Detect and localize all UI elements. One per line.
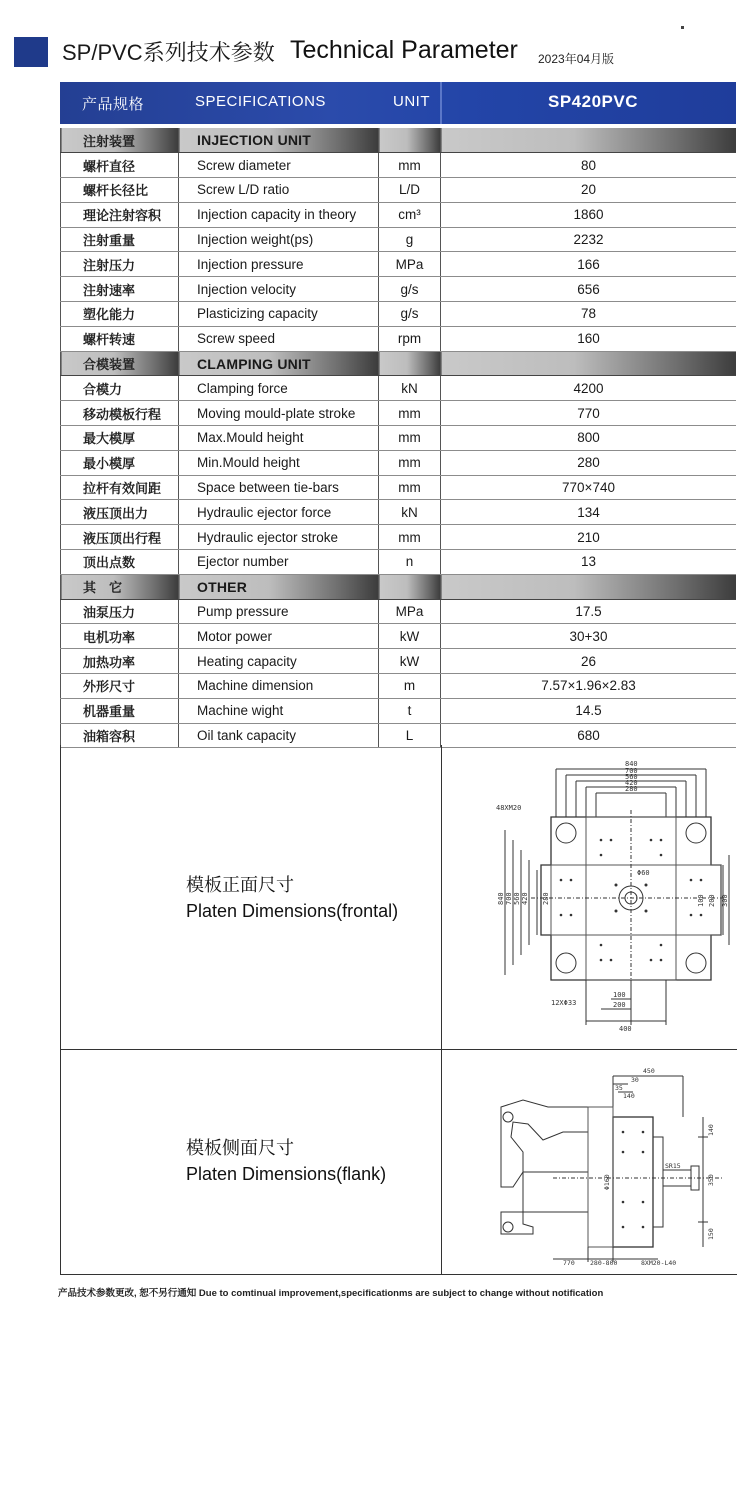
section-header-row	[61, 574, 737, 599]
spec-row	[61, 227, 737, 252]
param-value: 26	[441, 649, 737, 674]
flank-label-en: Platen Dimensions(flank)	[186, 1164, 387, 1184]
param-unit: cm³	[379, 202, 441, 227]
param-unit: n	[379, 550, 441, 575]
spec-row	[61, 376, 737, 401]
param-value: 1860	[441, 202, 737, 227]
param-name-zh: 注射速率	[61, 277, 179, 302]
section-label-en: CLAMPING UNIT	[179, 351, 379, 376]
param-name-zh: 注射压力	[61, 252, 179, 277]
section-label-zh: 其 它	[61, 574, 179, 599]
flank-label	[186, 1135, 386, 1187]
section-unit-blank	[379, 574, 441, 599]
param-value: 7.57×1.96×2.83	[441, 674, 737, 699]
flank-dim-top-0: 450	[643, 1067, 655, 1075]
header-accent-block	[14, 37, 48, 67]
frontal-dim-left-3: 420	[521, 892, 529, 905]
param-name-en: Plasticizing capacity	[179, 302, 379, 327]
param-unit: mm	[379, 525, 441, 550]
param-name-en: Machine wight	[179, 698, 379, 723]
param-value: 30+30	[441, 624, 737, 649]
col-model-name: SP420PVC	[548, 92, 638, 111]
section-unit-blank	[379, 351, 441, 376]
param-name-zh: 油箱容积	[61, 723, 179, 748]
platen-panels	[60, 745, 736, 1275]
flank-dim-bottom-2: 8XM20-L40	[641, 1259, 677, 1267]
flank-label-zh: 模板侧面尺寸	[186, 1138, 294, 1158]
param-name-zh: 螺杆长径比	[61, 178, 179, 203]
param-name-en: Injection capacity in theory	[179, 202, 379, 227]
spec-row	[61, 426, 737, 451]
frontal-dim-bottom-2: 400	[619, 1025, 632, 1033]
spec-row	[61, 649, 737, 674]
param-value: 13	[441, 550, 737, 575]
frontal-label-zh: 模板正面尺寸	[186, 875, 294, 895]
spec-row	[61, 500, 737, 525]
param-name-en: Ejector number	[179, 550, 379, 575]
flank-dim-top-1: 30	[631, 1076, 639, 1084]
param-value: 166	[441, 252, 737, 277]
table-header-band	[60, 82, 736, 124]
param-name-zh: 移动模板行程	[61, 401, 179, 426]
param-name-en: Screw speed	[179, 326, 379, 351]
band-divider	[440, 82, 442, 124]
param-name-en: Motor power	[179, 624, 379, 649]
param-name-zh: 外形尺寸	[61, 674, 179, 699]
panel-divider	[441, 745, 442, 1275]
param-name-en: Injection pressure	[179, 252, 379, 277]
param-name-zh: 最大模厚	[61, 426, 179, 451]
param-unit: g	[379, 227, 441, 252]
col-model-zh: 产品规格	[82, 96, 145, 113]
param-value: 17.5	[441, 599, 737, 624]
frontal-dim-top-0: 840	[625, 760, 638, 768]
frontal-dim-left-1: 700	[505, 892, 513, 905]
flank-dim-top-2: 35	[615, 1084, 623, 1092]
section-value-blank	[441, 128, 737, 153]
param-name-zh: 加热功率	[61, 649, 179, 674]
flank-dim-bottom-1: 280-800	[590, 1259, 618, 1267]
param-unit: kN	[379, 376, 441, 401]
param-unit: rpm	[379, 326, 441, 351]
param-unit: mm	[379, 401, 441, 426]
param-value: 680	[441, 723, 737, 748]
frontal-dim-top-4: 280	[625, 785, 638, 793]
spec-row	[61, 178, 737, 203]
spec-row	[61, 401, 737, 426]
param-value: 280	[441, 450, 737, 475]
frontal-dim-top-3: 420	[625, 779, 638, 787]
param-value: 80	[441, 153, 737, 178]
spec-row	[61, 475, 737, 500]
spec-row	[61, 674, 737, 699]
col-specifications: SPECIFICATIONS	[195, 93, 326, 110]
flank-panel	[61, 1050, 737, 1275]
frontal-dim-top-1: 700	[625, 767, 638, 775]
param-name-en: Min.Mould height	[179, 450, 379, 475]
param-unit: mm	[379, 426, 441, 451]
param-name-en: Space between tie-bars	[179, 475, 379, 500]
param-value: 4200	[441, 376, 737, 401]
section-value-blank	[441, 351, 737, 376]
frontal-drawing	[491, 755, 731, 1045]
page-title-en: Technical Parameter	[290, 36, 518, 64]
param-unit: kN	[379, 500, 441, 525]
spec-row	[61, 326, 737, 351]
spec-row	[61, 599, 737, 624]
frontal-label-en: Platen Dimensions(frontal)	[186, 901, 399, 921]
param-unit: L	[379, 723, 441, 748]
param-value: 78	[441, 302, 737, 327]
param-unit: m	[379, 674, 441, 699]
section-header-row	[61, 128, 737, 153]
param-name-zh: 注射重量	[61, 227, 179, 252]
spec-row	[61, 153, 737, 178]
frontal-dim-right-2: 300	[721, 894, 729, 907]
flank-dim-right-0: 140	[707, 1124, 715, 1136]
param-name-zh: 塑化能力	[61, 302, 179, 327]
page-title-zh: SP/PVC系列技术参数	[62, 40, 275, 65]
frontal-dim-bottom-0: 100	[613, 991, 626, 999]
frontal-label	[186, 872, 398, 924]
param-name-en: Machine dimension	[179, 674, 379, 699]
param-unit: g/s	[379, 302, 441, 327]
param-value: 134	[441, 500, 737, 525]
param-name-en: Screw L/D ratio	[179, 178, 379, 203]
param-name-zh: 电机功率	[61, 624, 179, 649]
frontal-hole-label: 12XΦ33	[551, 999, 577, 1007]
param-unit: mm	[379, 450, 441, 475]
spec-row	[61, 550, 737, 575]
param-name-zh: 机器重量	[61, 698, 179, 723]
param-name-zh: 最小模厚	[61, 450, 179, 475]
spec-row	[61, 202, 737, 227]
param-value: 20	[441, 178, 737, 203]
section-value-blank	[441, 574, 737, 599]
param-name-zh: 理论注射容积	[61, 202, 179, 227]
spec-row	[61, 277, 737, 302]
frontal-dim-left-2: 560	[513, 892, 521, 905]
param-value: 770×740	[441, 475, 737, 500]
frontal-bottom-dims	[586, 980, 666, 1025]
footnote: 产品技术参数更改, 恕不另行通知 Due to comtinual improvement,specificationms are subject to change without notification	[58, 1288, 604, 1299]
frontal-center-label: Φ60	[637, 869, 650, 877]
param-name-en: Injection weight(ps)	[179, 227, 379, 252]
section-label-en: INJECTION UNIT	[179, 128, 379, 153]
spec-row	[61, 624, 737, 649]
flank-dim-right-2: 150	[707, 1228, 715, 1240]
param-name-en: Clamping force	[179, 376, 379, 401]
frontal-dim-right-1: 200	[708, 894, 716, 907]
flank-dim-top-3: 140	[623, 1092, 635, 1100]
section-label-zh: 注射装置	[61, 128, 179, 153]
section-unit-blank	[379, 128, 441, 153]
frontal-dim-top-2: 560	[625, 773, 638, 781]
param-value: 160	[441, 326, 737, 351]
frontal-dim-right-0: 100	[697, 894, 705, 907]
param-value: 656	[441, 277, 737, 302]
param-unit: MPa	[379, 252, 441, 277]
frontal-dim-bottom-1: 200	[613, 1001, 626, 1009]
frontal-dim-left-4: 280	[542, 892, 550, 905]
frontal-dim-left-0: 840	[497, 892, 505, 905]
param-name-en: Injection velocity	[179, 277, 379, 302]
spec-row	[61, 450, 737, 475]
param-name-zh: 拉杆有效间距	[61, 475, 179, 500]
param-value: 770	[441, 401, 737, 426]
flank-dim-right-1: 350	[707, 1174, 715, 1186]
section-label-en: OTHER	[179, 574, 379, 599]
param-name-zh: 合模力	[61, 376, 179, 401]
flank-mid-right: SR15	[665, 1162, 681, 1170]
param-value: 800	[441, 426, 737, 451]
param-name-zh: 顶出点数	[61, 550, 179, 575]
param-unit: g/s	[379, 277, 441, 302]
flank-drawing	[493, 1062, 733, 1267]
param-name-zh: 液压顶出力	[61, 500, 179, 525]
spec-table	[60, 128, 736, 748]
param-name-zh: 螺杆直径	[61, 153, 179, 178]
param-name-en: Pump pressure	[179, 599, 379, 624]
param-unit: t	[379, 698, 441, 723]
param-name-en: Moving mould-plate stroke	[179, 401, 379, 426]
section-label-zh: 合模装置	[61, 351, 179, 376]
param-name-zh: 油泵压力	[61, 599, 179, 624]
frontal-panel	[61, 745, 737, 1050]
scan-speck	[681, 26, 684, 29]
param-value: 210	[441, 525, 737, 550]
param-name-en: Hydraulic ejector stroke	[179, 525, 379, 550]
param-name-en: Hydraulic ejector force	[179, 500, 379, 525]
edition-date: 2023年04月版	[538, 52, 615, 66]
param-value: 14.5	[441, 698, 737, 723]
param-name-en: Screw diameter	[179, 153, 379, 178]
spec-row	[61, 698, 737, 723]
spec-row	[61, 302, 737, 327]
flank-dim-bottom-0: 770	[563, 1259, 575, 1267]
param-name-en: Max.Mould height	[179, 426, 379, 451]
frontal-thread-label: 48XM20	[496, 804, 522, 812]
param-name-zh: 液压顶出行程	[61, 525, 179, 550]
param-unit: mm	[379, 475, 441, 500]
param-name-zh: 螺杆转速	[61, 326, 179, 351]
col-unit: UNIT	[393, 93, 430, 110]
flank-mid-left: Φ160	[603, 1174, 611, 1190]
section-header-row	[61, 351, 737, 376]
param-name-en: Oil tank capacity	[179, 723, 379, 748]
param-unit: mm	[379, 153, 441, 178]
param-value: 2232	[441, 227, 737, 252]
param-unit: kW	[379, 649, 441, 674]
spec-row	[61, 252, 737, 277]
param-unit: L/D	[379, 178, 441, 203]
param-name-en: Heating capacity	[179, 649, 379, 674]
param-unit: MPa	[379, 599, 441, 624]
spec-row	[61, 525, 737, 550]
param-unit: kW	[379, 624, 441, 649]
